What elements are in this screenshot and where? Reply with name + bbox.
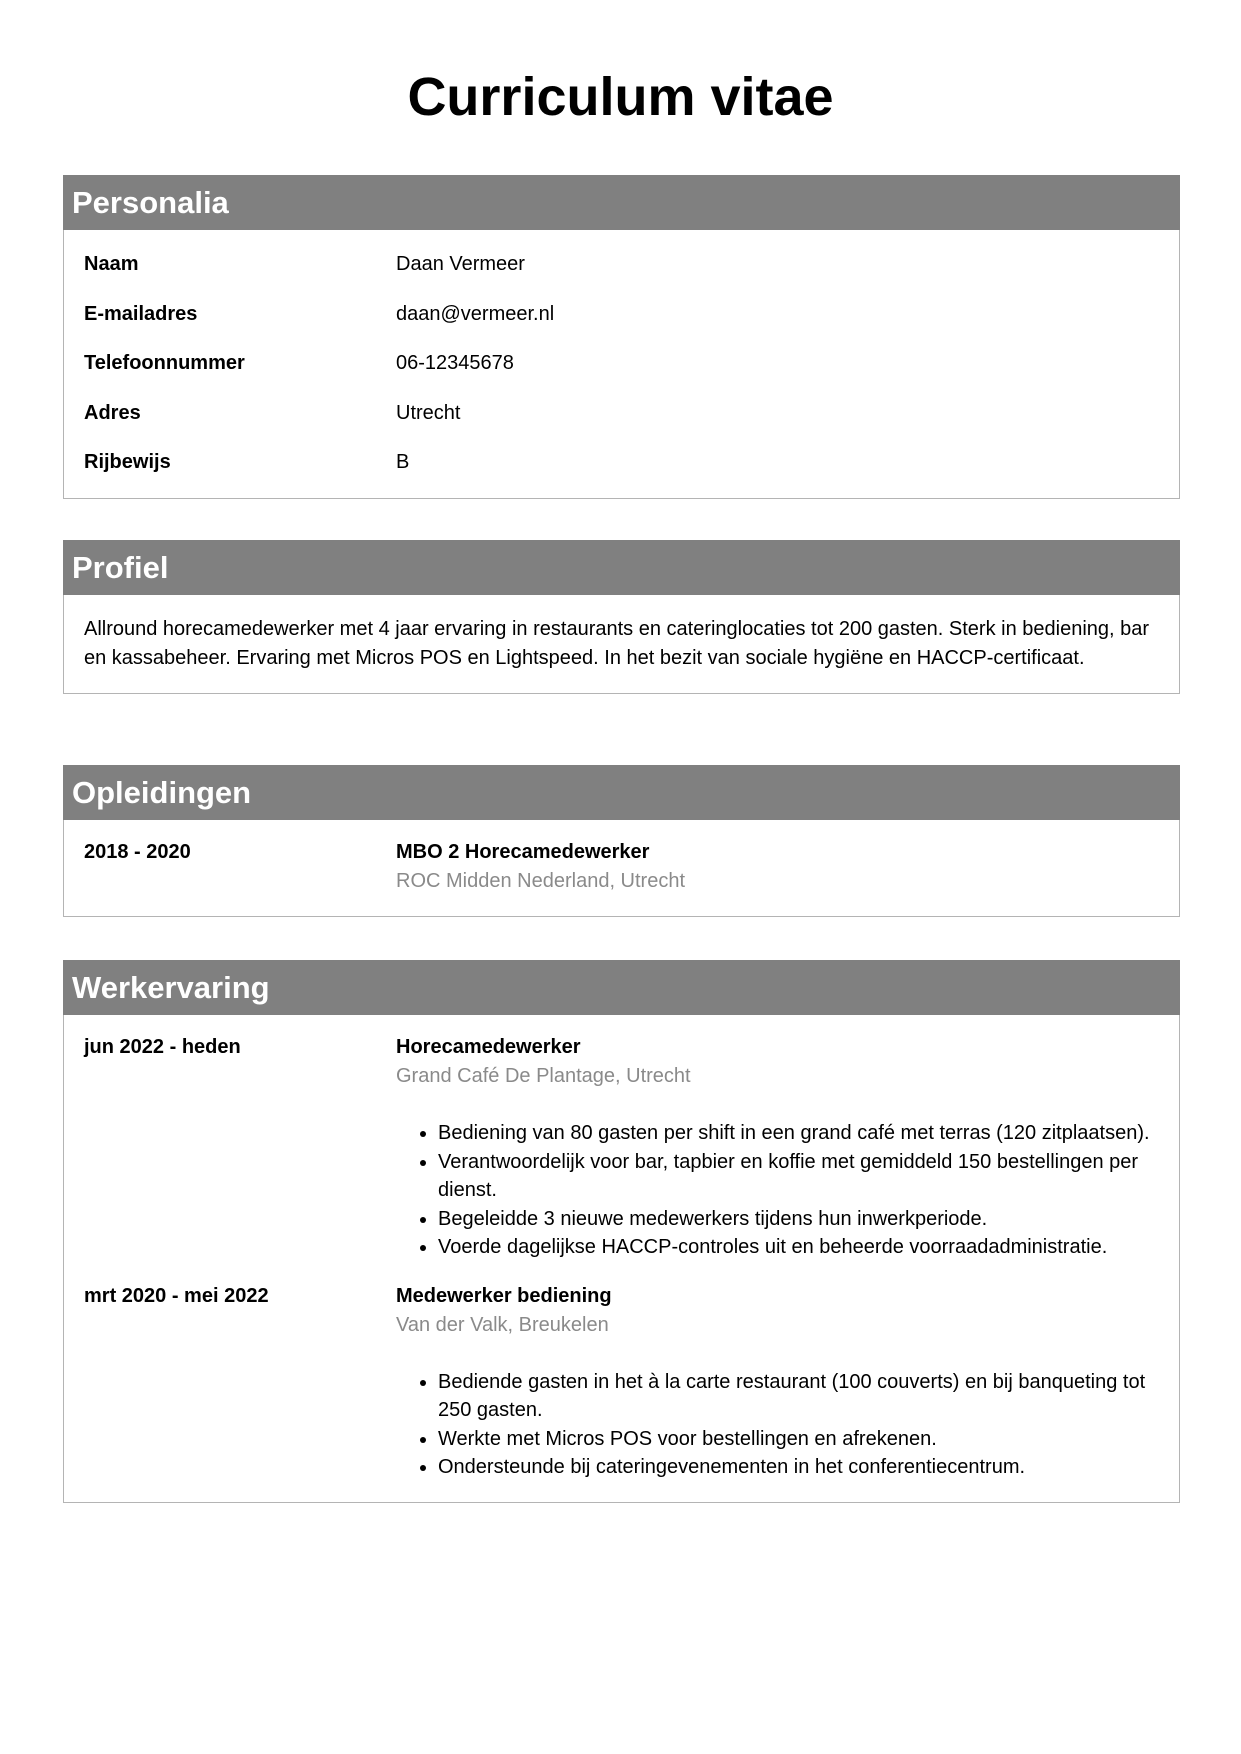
field-label: Rijbewijs xyxy=(84,451,171,473)
personal-row-address xyxy=(84,399,1159,428)
section-heading: Werkervaring xyxy=(63,960,1180,1015)
profiel-section xyxy=(63,540,1180,694)
personalia-section xyxy=(63,175,1180,499)
document-title: Curriculum vitae xyxy=(407,67,834,127)
work-entry xyxy=(84,1282,1159,1482)
list-item: • Bediening van 80 gasten per shift in een grand café met terras (120 zitplaatsen). xyxy=(438,1119,1159,1148)
profile-text: Allround horecamedewerker met 4 jaar ervaring in restaurants en cateringlocaties tot 200 gasten. Sterk in bediening, bar en kassabeheer. Ervaring met Micros POS en Lightspeed. In het bezit van sociale hygiëne en HACCP-certificaat. xyxy=(84,618,1150,669)
list-item: • Bediende gasten in het à la carte restaurant (100 couverts) en bij banqueting tot 250 gasten. xyxy=(438,1368,1159,1425)
education-period: 2018 - 2020 xyxy=(84,841,191,863)
personal-row-email xyxy=(84,300,1159,329)
section-heading: Personalia xyxy=(63,175,1180,230)
field-label: Adres xyxy=(84,401,141,424)
opleidingen-section xyxy=(63,765,1180,917)
list-item: • Verantwoordelijk voor bar, tapbier en koffie met gemiddeld 150 bestellingen per dienst. xyxy=(438,1148,1159,1205)
field-value: Utrecht xyxy=(396,401,461,424)
field-value: daan@vermeer.nl xyxy=(396,302,555,325)
personal-row-license xyxy=(84,448,1159,477)
werkervaring-section xyxy=(63,960,1180,1503)
work-entry xyxy=(84,1033,1159,1262)
field-value: 06-12345678 xyxy=(396,352,514,374)
work-period: mrt 2020 - mei 2022 xyxy=(84,1284,269,1307)
section-heading: Profiel xyxy=(63,540,1180,595)
field-value: Daan Vermeer xyxy=(396,253,525,275)
work-period: jun 2022 - heden xyxy=(84,1036,241,1058)
section-heading: Opleidingen xyxy=(63,765,1180,820)
list-item: • Begeleidde 3 nieuwe medewerkers tijdens hun inwerkperiode. xyxy=(438,1205,1159,1234)
personal-row-name xyxy=(84,250,1159,279)
work-employer: Grand Café De Plantage, Utrecht xyxy=(396,1065,691,1087)
list-item: • Werkte met Micros POS voor bestellingen en afrekenen. xyxy=(438,1425,1159,1454)
field-label: E-mailadres xyxy=(84,302,198,325)
list-item: • Ondersteunde bij cateringevenementen in het conferentiecentrum. xyxy=(438,1453,1159,1482)
field-label: Telefoonnummer xyxy=(84,352,245,374)
work-employer: Van der Valk, Breukelen xyxy=(396,1313,609,1336)
field-label: Naam xyxy=(84,253,139,275)
work-bullets xyxy=(396,1119,1159,1262)
education-entry xyxy=(84,838,1159,896)
personal-row-phone xyxy=(84,349,1159,378)
list-item: • Voerde dagelijkse HACCP-controles uit en beheerde voorraadadministratie. xyxy=(438,1233,1159,1262)
education-title: MBO 2 Horecamedewerker xyxy=(396,841,650,863)
work-title: Medewerker bediening xyxy=(396,1284,612,1307)
education-institution: ROC Midden Nederland, Utrecht xyxy=(396,870,686,892)
work-bullets xyxy=(396,1368,1159,1482)
work-title: Horecamedewerker xyxy=(396,1036,581,1058)
field-value: B xyxy=(396,451,410,473)
